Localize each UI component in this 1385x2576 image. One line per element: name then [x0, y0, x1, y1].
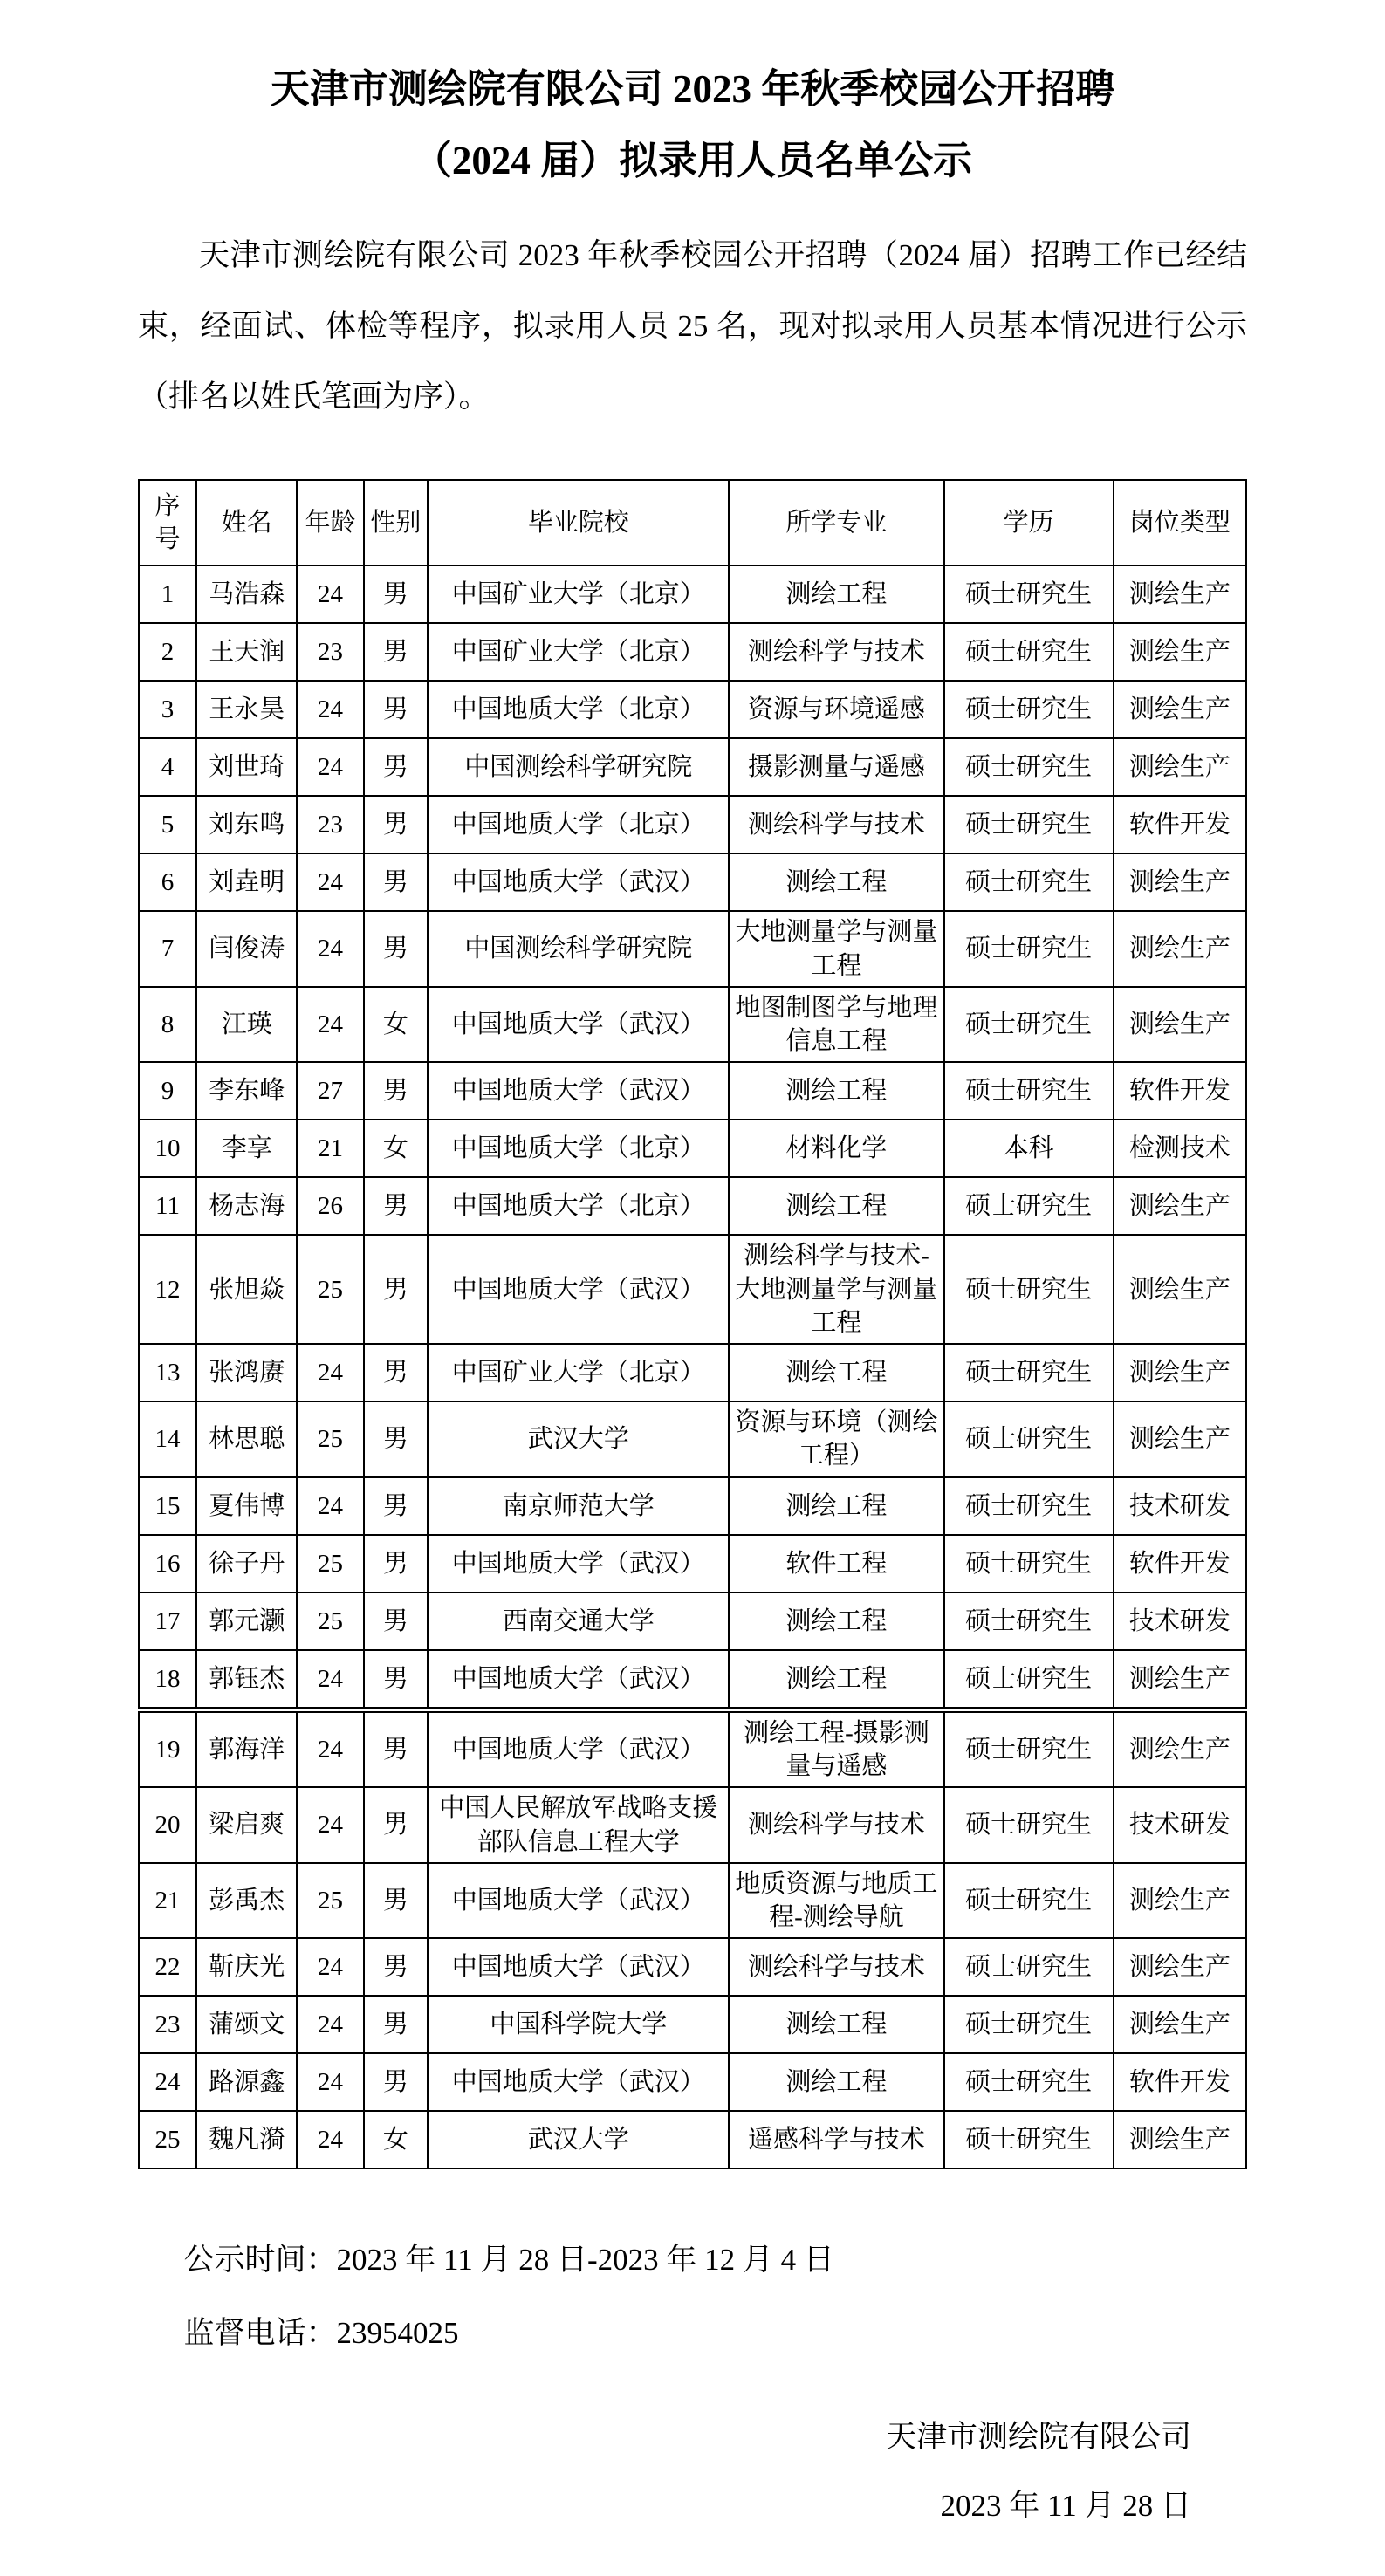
- cell-seq: 8: [139, 987, 196, 1063]
- cell-name: 李享: [196, 1120, 297, 1177]
- table-row: [139, 987, 1246, 1063]
- cell-gender: 男: [364, 1477, 429, 1535]
- cell-seq: 10: [139, 1120, 196, 1177]
- cell-gender: 男: [364, 1787, 429, 1863]
- cell-age: 26: [297, 1177, 363, 1235]
- cell-major: 测绘工程: [729, 565, 943, 623]
- cell-major: 地图制图学与地理信息工程: [729, 987, 943, 1063]
- table-row: [139, 1787, 1246, 1863]
- table-row: [139, 1709, 1246, 1787]
- cell-gender: 女: [364, 2111, 429, 2168]
- column-header-seq: 序号: [139, 480, 196, 565]
- cell-gender: 女: [364, 987, 429, 1063]
- cell-age: 21: [297, 1120, 363, 1177]
- table-row: [139, 796, 1246, 853]
- cell-major: 测绘工程: [729, 1650, 943, 1710]
- cell-seq: 19: [139, 1709, 196, 1787]
- cell-degree: 硕士研究生: [944, 1235, 1114, 1344]
- cell-major: 摄影测量与遥感: [729, 738, 943, 796]
- cell-name: 王天润: [196, 623, 297, 681]
- column-header-name: 姓名: [196, 480, 297, 565]
- cell-gender: 男: [364, 1593, 429, 1650]
- cell-gender: 男: [364, 681, 429, 738]
- column-header-gender: 性别: [364, 480, 429, 565]
- cell-position: 软件开发: [1114, 796, 1246, 853]
- cell-position: 测绘生产: [1114, 911, 1246, 987]
- cell-school: 中国地质大学（北京）: [428, 796, 729, 853]
- cell-major: 测绘科学与技术: [729, 1787, 943, 1863]
- cell-major: 资源与环境（测绘工程）: [729, 1401, 943, 1477]
- table-row: [139, 565, 1246, 623]
- cell-age: 24: [297, 1787, 363, 1863]
- cell-major: 测绘工程-摄影测量与遥感: [729, 1709, 943, 1787]
- cell-seq: 1: [139, 565, 196, 623]
- table-row: [139, 1344, 1246, 1401]
- cell-seq: 16: [139, 1535, 196, 1593]
- cell-major: 材料化学: [729, 1120, 943, 1177]
- cell-degree: 硕士研究生: [944, 565, 1114, 623]
- cell-name: 夏伟博: [196, 1477, 297, 1535]
- supervision-phone-line: 监督电话：23954025: [183, 2316, 459, 2351]
- table-row: [139, 1593, 1246, 1650]
- cell-school: 武汉大学: [428, 2111, 729, 2168]
- cell-seq: 24: [139, 2053, 196, 2111]
- signature-company: 天津市测绘院有限公司: [885, 2420, 1191, 2455]
- cell-major: 遥感科学与技术: [729, 2111, 943, 2168]
- table-header-row: [139, 480, 1246, 565]
- cell-gender: 男: [364, 1177, 429, 1235]
- cell-gender: 男: [364, 1996, 429, 2053]
- cell-school: 中国地质大学（北京）: [428, 1120, 729, 1177]
- cell-degree: 硕士研究生: [944, 1477, 1114, 1535]
- cell-gender: 男: [364, 623, 429, 681]
- cell-position: 测绘生产: [1114, 681, 1246, 738]
- cell-age: 24: [297, 1344, 363, 1401]
- cell-name: 刘东鸣: [196, 796, 297, 853]
- table-row: [139, 1535, 1246, 1593]
- cell-gender: 男: [364, 1863, 429, 1939]
- candidates-table: [138, 479, 1247, 2169]
- cell-major: 大地测量学与测量工程: [729, 911, 943, 987]
- cell-gender: 男: [364, 1535, 429, 1593]
- cell-position: 测绘生产: [1114, 738, 1246, 796]
- cell-school: 中国测绘科学研究院: [428, 911, 729, 987]
- cell-school: 中国人民解放军战略支援部队信息工程大学: [428, 1787, 729, 1863]
- cell-name: 彭禹杰: [196, 1863, 297, 1939]
- cell-major: 地质资源与地质工程-测绘导航: [729, 1863, 943, 1939]
- table-row: [139, 1177, 1246, 1235]
- cell-position: 测绘生产: [1114, 1996, 1246, 2053]
- cell-seq: 5: [139, 796, 196, 853]
- table-row: [139, 1996, 1246, 2053]
- cell-age: 25: [297, 1401, 363, 1477]
- cell-name: 张旭焱: [196, 1235, 297, 1344]
- cell-major: 资源与环境遥感: [729, 681, 943, 738]
- cell-seq: 21: [139, 1863, 196, 1939]
- cell-age: 24: [297, 2053, 363, 2111]
- cell-degree: 硕士研究生: [944, 1344, 1114, 1401]
- cell-name: 路源鑫: [196, 2053, 297, 2111]
- cell-name: 郭钰杰: [196, 1650, 297, 1710]
- cell-gender: 男: [364, 1650, 429, 1710]
- cell-position: 检测技术: [1114, 1120, 1246, 1177]
- cell-major: 测绘科学与技术-大地测量学与测量工程: [729, 1235, 943, 1344]
- cell-name: 徐子丹: [196, 1535, 297, 1593]
- cell-gender: 男: [364, 1709, 429, 1787]
- cell-name: 王永昊: [196, 681, 297, 738]
- cell-gender: 男: [364, 565, 429, 623]
- cell-age: 23: [297, 796, 363, 853]
- cell-major: 测绘工程: [729, 1344, 943, 1401]
- cell-degree: 本科: [944, 1120, 1114, 1177]
- cell-age: 25: [297, 1235, 363, 1344]
- cell-gender: 男: [364, 853, 429, 911]
- column-header-degree: 学历: [944, 480, 1114, 565]
- cell-degree: 硕士研究生: [944, 623, 1114, 681]
- cell-position: 测绘生产: [1114, 987, 1246, 1063]
- cell-age: 24: [297, 681, 363, 738]
- footer-block: [138, 2223, 1247, 2541]
- cell-school: 中国矿业大学（北京）: [428, 623, 729, 681]
- cell-degree: 硕士研究生: [944, 738, 1114, 796]
- table-row: [139, 911, 1246, 987]
- cell-name: 马浩森: [196, 565, 297, 623]
- cell-position: 测绘生产: [1114, 2111, 1246, 2168]
- cell-major: 测绘科学与技术: [729, 623, 943, 681]
- cell-name: 闫俊涛: [196, 911, 297, 987]
- cell-degree: 硕士研究生: [944, 911, 1114, 987]
- cell-gender: 男: [364, 911, 429, 987]
- cell-degree: 硕士研究生: [944, 1996, 1114, 2053]
- cell-age: 24: [297, 911, 363, 987]
- cell-gender: 男: [364, 1062, 429, 1120]
- table-row: [139, 681, 1246, 738]
- cell-age: 24: [297, 2111, 363, 2168]
- cell-seq: 3: [139, 681, 196, 738]
- cell-seq: 2: [139, 623, 196, 681]
- column-header-school: 毕业院校: [428, 480, 729, 565]
- cell-position: 测绘生产: [1114, 1344, 1246, 1401]
- table-row: [139, 623, 1246, 681]
- cell-position: 测绘生产: [1114, 565, 1246, 623]
- cell-name: 李东峰: [196, 1062, 297, 1120]
- cell-school: 中国地质大学（武汉）: [428, 1535, 729, 1593]
- cell-school: 中国地质大学（武汉）: [428, 1709, 729, 1787]
- cell-major: 测绘科学与技术: [729, 1938, 943, 1996]
- cell-name: 林思聪: [196, 1401, 297, 1477]
- cell-age: 23: [297, 623, 363, 681]
- cell-age: 24: [297, 853, 363, 911]
- cell-school: 中国矿业大学（北京）: [428, 1344, 729, 1401]
- cell-major: 测绘工程: [729, 1593, 943, 1650]
- table-row: [139, 738, 1246, 796]
- cell-major: 测绘工程: [729, 853, 943, 911]
- cell-name: 魏凡漪: [196, 2111, 297, 2168]
- cell-position: 软件开发: [1114, 1535, 1246, 1593]
- cell-degree: 硕士研究生: [944, 1535, 1114, 1593]
- cell-seq: 12: [139, 1235, 196, 1344]
- column-header-age: 年龄: [297, 480, 363, 565]
- cell-age: 27: [297, 1062, 363, 1120]
- cell-major: 测绘工程: [729, 2053, 943, 2111]
- table-row: [139, 853, 1246, 911]
- cell-seq: 6: [139, 853, 196, 911]
- publicity-time-line: 公示时间：2023 年 11 月 28 日-2023 年 12 月 4 日: [183, 2243, 834, 2278]
- cell-seq: 15: [139, 1477, 196, 1535]
- cell-major: 测绘工程: [729, 1996, 943, 2053]
- cell-age: 24: [297, 1477, 363, 1535]
- cell-seq: 20: [139, 1787, 196, 1863]
- cell-school: 中国地质大学（武汉）: [428, 2053, 729, 2111]
- page-title-line2: （2024 届）拟录用人员名单公示: [412, 138, 973, 182]
- cell-degree: 硕士研究生: [944, 1177, 1114, 1235]
- intro-paragraph: 天津市测绘院有限公司 2023 年秋季校园公开招聘（2024 届）招聘工作已经结束，经面试、体检等程序，拟录用人员 25 名，现对拟录用人员基本情况进行公示（排名以姓氏笔画为序）。: [138, 237, 1247, 414]
- table-row: [139, 1401, 1246, 1477]
- cell-major: 测绘科学与技术: [729, 796, 943, 853]
- page-title: [138, 54, 1247, 197]
- cell-seq: 25: [139, 2111, 196, 2168]
- cell-name: 靳庆光: [196, 1938, 297, 1996]
- cell-school: 中国科学院大学: [428, 1996, 729, 2053]
- cell-school: 中国地质大学（武汉）: [428, 1235, 729, 1344]
- cell-gender: 男: [364, 1938, 429, 1996]
- table-row: [139, 1477, 1246, 1535]
- cell-major: 软件工程: [729, 1535, 943, 1593]
- cell-school: 中国地质大学（武汉）: [428, 1650, 729, 1710]
- cell-seq: 17: [139, 1593, 196, 1650]
- cell-degree: 硕士研究生: [944, 1938, 1114, 1996]
- column-header-major: 所学专业: [729, 480, 943, 565]
- cell-degree: 硕士研究生: [944, 987, 1114, 1063]
- cell-age: 25: [297, 1593, 363, 1650]
- cell-name: 江瑛: [196, 987, 297, 1063]
- cell-school: 中国矿业大学（北京）: [428, 565, 729, 623]
- table-row: [139, 1120, 1246, 1177]
- table-row: [139, 1650, 1246, 1710]
- cell-gender: 男: [364, 2053, 429, 2111]
- table-row: [139, 1062, 1246, 1120]
- cell-degree: 硕士研究生: [944, 1650, 1114, 1710]
- cell-degree: 硕士研究生: [944, 796, 1114, 853]
- cell-position: 软件开发: [1114, 2053, 1246, 2111]
- cell-school: 中国地质大学（武汉）: [428, 1938, 729, 1996]
- cell-position: 测绘生产: [1114, 1650, 1246, 1710]
- cell-gender: 男: [364, 738, 429, 796]
- signature-block: [138, 2403, 1247, 2541]
- table-row: [139, 1863, 1246, 1939]
- cell-school: 中国地质大学（北京）: [428, 681, 729, 738]
- cell-degree: 硕士研究生: [944, 681, 1114, 738]
- cell-name: 刘世琦: [196, 738, 297, 796]
- cell-degree: 硕士研究生: [944, 1593, 1114, 1650]
- cell-age: 24: [297, 987, 363, 1063]
- cell-name: 杨志海: [196, 1177, 297, 1235]
- cell-position: 测绘生产: [1114, 853, 1246, 911]
- cell-degree: 硕士研究生: [944, 853, 1114, 911]
- cell-position: 测绘生产: [1114, 623, 1246, 681]
- cell-school: 西南交通大学: [428, 1593, 729, 1650]
- cell-school: 中国测绘科学研究院: [428, 738, 729, 796]
- cell-position: 测绘生产: [1114, 1863, 1246, 1939]
- cell-degree: 硕士研究生: [944, 1401, 1114, 1477]
- cell-seq: 11: [139, 1177, 196, 1235]
- cell-seq: 7: [139, 911, 196, 987]
- cell-school: 武汉大学: [428, 1401, 729, 1477]
- cell-seq: 4: [139, 738, 196, 796]
- table-row: [139, 2111, 1246, 2168]
- table-row: [139, 1235, 1246, 1344]
- cell-seq: 22: [139, 1938, 196, 1996]
- cell-position: 技术研发: [1114, 1593, 1246, 1650]
- cell-position: 技术研发: [1114, 1477, 1246, 1535]
- cell-name: 张鸿赓: [196, 1344, 297, 1401]
- cell-school: 南京师范大学: [428, 1477, 729, 1535]
- cell-seq: 9: [139, 1062, 196, 1120]
- cell-age: 24: [297, 1650, 363, 1710]
- cell-degree: 硕士研究生: [944, 1062, 1114, 1120]
- cell-school: 中国地质大学（武汉）: [428, 853, 729, 911]
- cell-position: 测绘生产: [1114, 1177, 1246, 1235]
- cell-major: 测绘工程: [729, 1477, 943, 1535]
- cell-degree: 硕士研究生: [944, 2053, 1114, 2111]
- cell-position: 技术研发: [1114, 1787, 1246, 1863]
- table-row: [139, 1938, 1246, 1996]
- page-title-line1: 天津市测绘院有限公司 2023 年秋季校园公开招聘: [270, 67, 1115, 111]
- cell-name: 梁启爽: [196, 1787, 297, 1863]
- cell-degree: 硕士研究生: [944, 1787, 1114, 1863]
- cell-major: 测绘工程: [729, 1177, 943, 1235]
- cell-age: 25: [297, 1863, 363, 1939]
- cell-age: 24: [297, 565, 363, 623]
- cell-gender: 男: [364, 1235, 429, 1344]
- table-row: [139, 2053, 1246, 2111]
- cell-school: 中国地质大学（武汉）: [428, 1062, 729, 1120]
- cell-name: 郭元灏: [196, 1593, 297, 1650]
- cell-position: 软件开发: [1114, 1062, 1246, 1120]
- cell-position: 测绘生产: [1114, 1401, 1246, 1477]
- cell-seq: 23: [139, 1996, 196, 2053]
- cell-age: 25: [297, 1535, 363, 1593]
- column-header-position: 岗位类型: [1114, 480, 1246, 565]
- cell-school: 中国地质大学（武汉）: [428, 987, 729, 1063]
- cell-position: 测绘生产: [1114, 1709, 1246, 1787]
- cell-name: 郭海洋: [196, 1709, 297, 1787]
- cell-seq: 14: [139, 1401, 196, 1477]
- cell-position: 测绘生产: [1114, 1235, 1246, 1344]
- cell-age: 24: [297, 1938, 363, 1996]
- cell-degree: 硕士研究生: [944, 1863, 1114, 1939]
- cell-gender: 男: [364, 796, 429, 853]
- cell-position: 测绘生产: [1114, 1938, 1246, 1996]
- cell-name: 蒲颂文: [196, 1996, 297, 2053]
- cell-degree: 硕士研究生: [944, 2111, 1114, 2168]
- signature-date: 2023 年 11 月 28 日: [940, 2489, 1191, 2524]
- cell-name: 刘垚明: [196, 853, 297, 911]
- cell-school: 中国地质大学（武汉）: [428, 1863, 729, 1939]
- cell-gender: 女: [364, 1120, 429, 1177]
- cell-age: 24: [297, 1996, 363, 2053]
- cell-age: 24: [297, 1709, 363, 1787]
- cell-major: 测绘工程: [729, 1062, 943, 1120]
- cell-school: 中国地质大学（北京）: [428, 1177, 729, 1235]
- cell-seq: 13: [139, 1344, 196, 1401]
- cell-age: 24: [297, 738, 363, 796]
- cell-seq: 18: [139, 1650, 196, 1710]
- cell-gender: 男: [364, 1344, 429, 1401]
- cell-degree: 硕士研究生: [944, 1709, 1114, 1787]
- cell-gender: 男: [364, 1401, 429, 1477]
